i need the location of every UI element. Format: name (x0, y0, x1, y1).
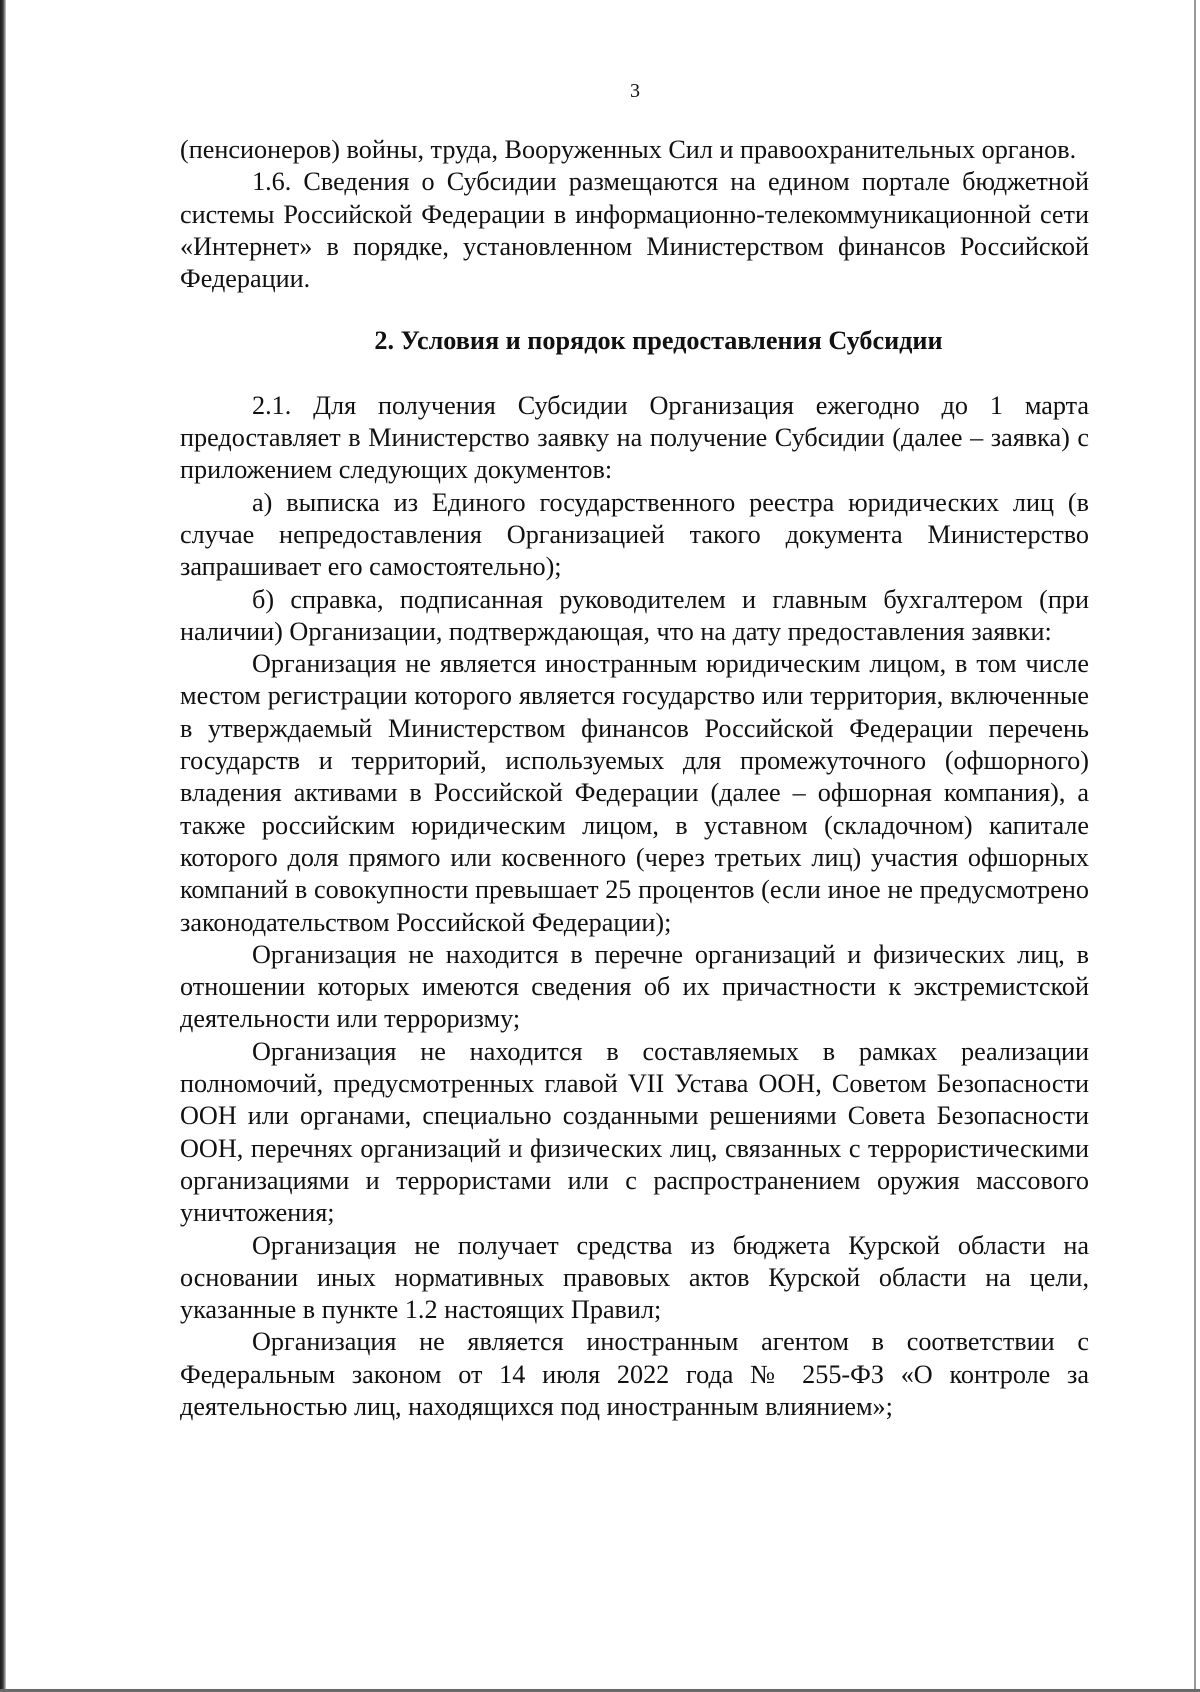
condition-extremism: Организация не находится в перечне организаций и физических лиц, в отношении которых имеются сведения об их причастности к экстремистской деятельности или терроризму; (180, 939, 1089, 1034)
scan-edge-left (0, 0, 6, 1692)
condition-un-sanctions: Организация не находится в составляемых в рамках реализации полномочий, предусмотренных главой VII Устава ООН, Советом Безопасности ООН или органами, специально созданными решениями Совета Безопасности ООН, перечнях организаций и физических лиц, связанных с террористическими организациями и террористами или с распространением оружия массового уничтожения; (180, 1036, 1089, 1228)
condition-budget-funds: Организация не получает средства из бюджета Курской области на основании иных нормативных правовых актов Курской области на цели, указанные в пункте 1.2 настоящих Правил; (180, 1230, 1089, 1325)
page-number: 3 (630, 80, 640, 102)
paragraph-continuation: (пенсионеров) войны, труда, Вооруженных Сил и правоохранительных органов. (180, 135, 1077, 164)
document-body (180, 134, 1089, 1423)
paragraph-2-1: 2.1. Для получения Субсидии Организация ежегодно до 1 марта предоставляет в Министерство заявку на получение Субсидии (далее – заявка) с приложением следующих документов: (180, 390, 1089, 485)
list-item-b: б) справка, подписанная руководителем и главным бухгалтером (при наличии) Организации, подтверждающая, что на дату предоставления заявки: (180, 584, 1089, 646)
section-heading: 2. Условия и порядок предоставления Субсидии (374, 326, 943, 356)
scan-edge-right (1194, 0, 1196, 1692)
list-item-a: а) выписка из Единого государственного реестра юридических лиц (в случае непредоставления Организацией такого документа Министерство запрашивает его самостоятельно); (180, 487, 1089, 582)
paragraph-1-6: 1.6. Сведения о Субсидии размещаются на едином портале бюджетной системы Российской Федерации в информационно-телекоммуникационной сети «Интернет» в порядке, установленном Министерством финансов Российской Федерации. (180, 167, 1089, 294)
condition-offshore: Организация не является иностранным юридическим лицом, в том числе местом регистрации которого является государство или территория, включенные в утверждаемый Министерством финансов Российской Федерации перечень государств и территорий, используемых для промежуточного (офшорного) владения активами в Российской Федерации (далее – офшорная компания), а также российским юридическим лицом, в уставном (складочном) капитале которого доля прямого или косвенного (через третьих лиц) участия офшорных компаний в совокупности превышает 25 процентов (если иное не предусмотрено законодательством Российской Федерации); (180, 649, 1089, 937)
condition-foreign-agent: Организация не является иностранным агентом в соответствии с Федеральным законом от 14 июля 2022 года № 255-ФЗ «О контроле за деятельностью лиц, находящихся под иностранным влиянием»; (180, 1327, 1089, 1421)
